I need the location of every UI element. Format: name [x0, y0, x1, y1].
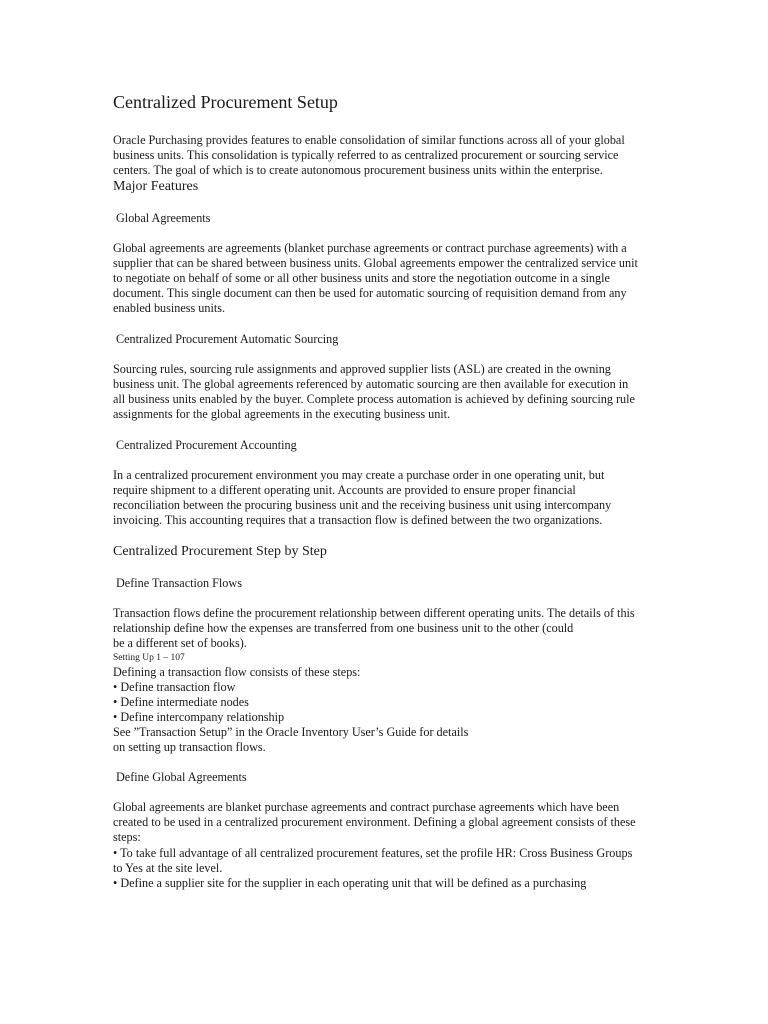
accounting-line: reconciliation between the procuring business unit and the receiving business unit using intercompany — [113, 498, 612, 512]
define-global-agreements-bullet: • Define a supplier site for the supplier in each operating unit that will be defined as a purchasing — [113, 876, 587, 890]
auto-sourcing-line: business unit. The global agreements referenced by automatic sourcing are then available for execution in — [113, 377, 629, 391]
define-global-agreements-heading: Define Global Agreements — [116, 770, 247, 784]
global-agreements-line: Global agreements are agreements (blanket purchase agreements or contract purchase agreements) with a — [113, 241, 627, 255]
define-global-agreements-line: created to be used in a centralized procurement environment. Defining a global agreement consists of these — [113, 815, 636, 829]
define-global-agreements-line: Global agreements are blanket purchase agreements and contract purchase agreements which have been — [113, 800, 620, 814]
transaction-flows-heading: Define Transaction Flows — [116, 576, 242, 590]
page-reference: Setting Up 1 – 107 — [113, 653, 185, 663]
define-global-agreements-line: to Yes at the site level. — [113, 861, 223, 875]
transaction-steps-line: on setting up transaction flows. — [113, 740, 266, 754]
accounting-line: invoicing. This accounting requires that a transaction flow is defined between the two organizations. — [113, 513, 603, 527]
transaction-steps-line: See ”Transaction Setup” in the Oracle Inventory User’s Guide for details — [113, 725, 469, 739]
define-global-agreements-bullet: • To take full advantage of all centralized procurement features, set the profile HR: Cross Business Groups — [113, 846, 633, 860]
auto-sourcing-line: all business units enabled by the buyer. Complete process automation is achieved by defining sourcing rule — [113, 392, 635, 406]
global-agreements-line: enabled business units. — [113, 301, 226, 315]
accounting-line: In a centralized procurement environment you may create a purchase order in one operating unit, but — [113, 468, 605, 482]
accounting-line: require shipment to a different operating unit. Accounts are provided to ensure proper financial — [113, 483, 576, 497]
step-by-step-heading: Centralized Procurement Step by Step — [113, 544, 327, 559]
transaction-flows-line: Transaction flows define the procurement relationship between different operating units. The details of this — [113, 606, 635, 620]
intro-line: Oracle Purchasing provides features to enable consolidation of similar functions across all of your global — [113, 133, 625, 147]
major-features-heading: Major Features — [113, 179, 199, 194]
accounting-heading: Centralized Procurement Accounting — [116, 438, 297, 452]
auto-sourcing-line: Sourcing rules, sourcing rule assignments and approved supplier lists (ASL) are created in the owning — [113, 362, 611, 376]
intro-line: business units. This consolidation is typically referred to as centralized procurement or sourcing service — [113, 148, 619, 162]
transaction-flows-line: relationship define how the expenses are transferred from one business unit to the other (could — [113, 621, 574, 635]
transaction-steps-bullet: • Define transaction flow — [113, 680, 236, 694]
page-title: Centralized Procurement Setup — [113, 92, 338, 112]
auto-sourcing-line: assignments for the global agreements in the executing business unit. — [113, 407, 451, 421]
define-global-agreements-line: steps: — [113, 830, 141, 844]
transaction-steps-bullet: • Define intermediate nodes — [113, 695, 249, 709]
intro-line: centers. The goal of which is to create autonomous procurement business units within the enterprise. — [113, 163, 603, 177]
auto-sourcing-heading: Centralized Procurement Automatic Sourcing — [116, 332, 339, 346]
transaction-steps-line: Defining a transaction flow consists of these steps: — [113, 665, 361, 679]
transaction-steps-bullet: • Define intercompany relationship — [113, 710, 285, 724]
transaction-flows-line: be a different set of books). — [113, 636, 247, 650]
global-agreements-heading: Global Agreements — [116, 211, 211, 225]
global-agreements-line: to negotiate on behalf of some or all other business units and store the negotiation outcome in a single — [113, 271, 610, 285]
global-agreements-line: supplier that can be shared between business units. Global agreements empower the centralized service unit — [113, 256, 638, 270]
global-agreements-line: document. This single document can then be used for automatic sourcing of requisition demand from any — [113, 286, 627, 300]
